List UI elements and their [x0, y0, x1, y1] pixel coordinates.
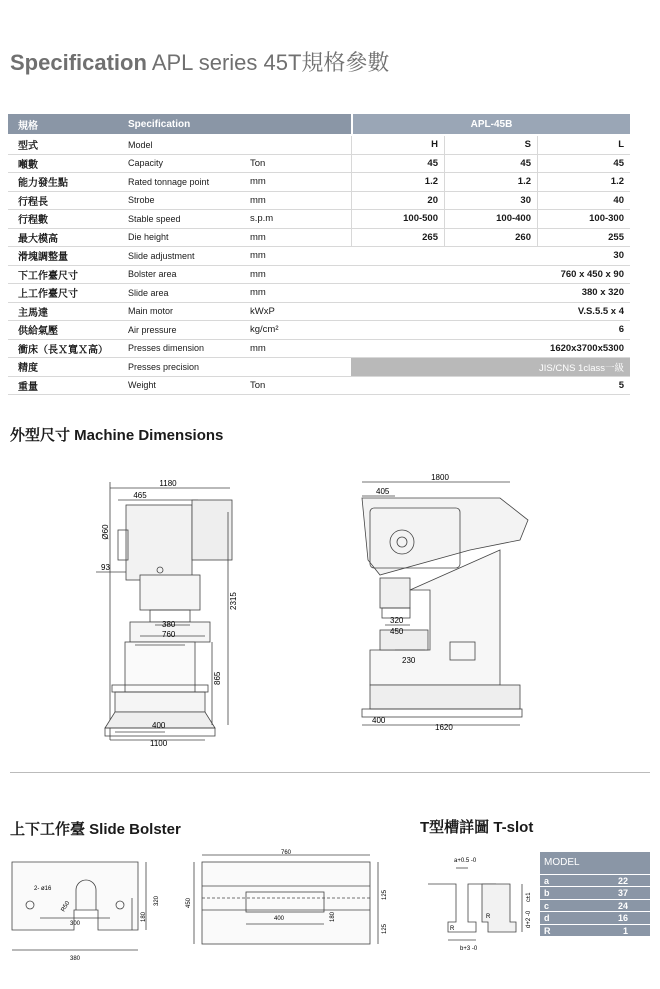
spec-label-zh: 主馬達: [18, 307, 48, 319]
tslot-model-table: [540, 852, 650, 936]
bolster-dim-125a: 125: [382, 889, 388, 900]
tslot-key: d: [544, 913, 550, 924]
bolster-dim-180: 180: [330, 911, 336, 922]
divider: [10, 772, 650, 773]
tslot-dim-r-left: R: [450, 926, 455, 932]
side-dim-405: 405: [376, 487, 390, 496]
spec-value: 260: [444, 229, 537, 247]
bolster-dim-450: 450: [186, 897, 192, 908]
spec-row: [8, 173, 630, 192]
front-dim-865: 865: [213, 671, 222, 685]
spec-label-en: Bolster area: [128, 269, 177, 280]
side-view-drawing: [0, 470, 660, 760]
spec-label-zh: 行程長: [18, 196, 48, 208]
tslot-dim-b: b+3 -0: [460, 946, 478, 952]
spec-table-header: [8, 114, 630, 134]
side-dim-320: 320: [390, 616, 404, 625]
section-machine-dimensions: 外型尺寸 Machine Dimensions: [10, 427, 224, 444]
side-dim-400: 400: [372, 716, 386, 725]
spec-label-en: Presses precision: [128, 361, 200, 372]
spec-unit: mm: [250, 342, 266, 354]
spec-row: [8, 321, 630, 340]
spec-value: 20: [351, 192, 444, 210]
spec-value: 255: [537, 229, 630, 247]
spec-row: [8, 210, 630, 229]
spec-label-zh: 下工作臺尺寸: [18, 270, 78, 282]
spec-label-zh: 型式: [18, 141, 38, 153]
tslot-row: [540, 924, 650, 936]
spec-value: S: [444, 136, 537, 154]
spec-header-model: APL-45B: [353, 114, 630, 134]
spec-label-zh: 最大模高: [18, 233, 58, 245]
spec-header-zh: 規格: [18, 120, 38, 132]
front-dim-1100: 1100: [150, 739, 168, 748]
spec-label-zh: 噸數: [18, 159, 38, 171]
spec-row: [8, 266, 630, 285]
slide-dim-300: 300: [70, 921, 81, 927]
spec-label-zh: 行程數: [18, 215, 48, 227]
bolster-drawing: [180, 850, 400, 980]
spec-value-span: 1620x3700x5300: [550, 342, 624, 354]
tslot-key: a: [544, 876, 550, 886]
front-dim-93: 93: [101, 563, 110, 572]
spec-unit: mm: [250, 194, 266, 206]
spec-header-en: Specification: [128, 118, 191, 130]
spec-row: [8, 377, 630, 396]
spec-row: [8, 247, 630, 266]
spec-value: 45: [351, 155, 444, 173]
spec-value: H: [351, 136, 444, 154]
spec-label-en: Slide area: [128, 287, 169, 298]
tslot-key: b: [544, 888, 550, 899]
side-dim-230: 230: [402, 656, 416, 665]
tslot-value: 16: [617, 913, 628, 924]
tslot-value: 22: [617, 876, 628, 886]
tslot-value: 24: [617, 900, 628, 911]
tslot-drawing: [420, 848, 540, 958]
title-rest: APL series 45T規格參數: [151, 50, 390, 75]
spec-value: 40: [537, 192, 630, 210]
spec-unit: kWxP: [250, 305, 275, 317]
slide-dim-r50: R50: [60, 900, 72, 913]
spec-value-span: V.S.5.5 x 4: [577, 305, 624, 317]
front-dim-380: 380: [162, 620, 176, 629]
spec-value: 100-500: [351, 210, 444, 228]
slide-dim-320: 320: [154, 895, 160, 906]
spec-label-zh: 能力發生點: [18, 178, 68, 190]
spec-value: 1.2: [537, 173, 630, 191]
spec-value: 1.2: [351, 173, 444, 191]
spec-row: [8, 358, 630, 377]
spec-value: 45: [537, 155, 630, 173]
spec-label-en: Model: [128, 139, 153, 150]
side-dim-1620: 1620: [435, 723, 453, 732]
tslot-key: c: [544, 900, 550, 911]
front-dim-760: 760: [162, 630, 176, 639]
spec-label-en: Presses dimension: [128, 343, 205, 354]
front-dim-d60: Ø60: [101, 524, 110, 540]
spec-row: [8, 284, 630, 303]
slide-dim-180: 180: [141, 911, 147, 922]
spec-value-span: 30: [613, 250, 624, 262]
bolster-dim-125b: 125: [382, 923, 388, 934]
spec-value: 100-300: [537, 210, 630, 228]
spec-row: [8, 303, 630, 322]
tslot-row: [540, 911, 650, 923]
spec-unit: mm: [250, 287, 266, 299]
spec-label-zh: 滑塊調整量: [18, 252, 68, 264]
side-dim-1800: 1800: [431, 473, 449, 482]
spec-label-en: Air pressure: [128, 324, 177, 335]
spec-value: 30: [444, 192, 537, 210]
spec-label-zh: 供給氣壓: [18, 326, 58, 338]
spec-unit: s.p.m: [250, 213, 274, 225]
spec-label-en: Slide adjustment: [128, 250, 195, 261]
section-tslot: T型槽詳圖 T-slot: [420, 819, 534, 836]
spec-row: [8, 192, 630, 211]
spec-value-span: 6: [618, 324, 624, 336]
spec-table: [8, 136, 630, 395]
front-dim-465: 465: [133, 491, 147, 500]
bolster-dim-400: 400: [274, 916, 285, 922]
slide-dim-holes: 2- ø16: [34, 886, 52, 892]
tslot-key: R: [544, 925, 551, 936]
tslot-row: [540, 886, 650, 898]
tslot-value: 1: [622, 925, 628, 936]
spec-label-en: Stable speed: [128, 213, 181, 224]
spec-row: [8, 155, 630, 174]
front-dim-2315: 2315: [229, 592, 238, 610]
tslot-row: [540, 899, 650, 911]
tslot-value: 37: [617, 888, 628, 899]
spec-value-span: 5: [618, 379, 624, 391]
spec-unit: mm: [250, 268, 266, 280]
spec-label-en: Die height: [128, 232, 169, 243]
spec-row: [8, 136, 630, 155]
spec-unit: mm: [250, 231, 266, 243]
spec-label-en: Weight: [128, 380, 156, 391]
spec-value: 100-400: [444, 210, 537, 228]
spec-label-en: Main motor: [128, 306, 174, 317]
tslot-row: [540, 874, 650, 886]
spec-value: L: [537, 136, 630, 154]
spec-value: 1.2: [444, 173, 537, 191]
spec-unit: mm: [250, 250, 266, 262]
spec-value: 45: [444, 155, 537, 173]
spec-label-en: Rated tonnage point: [128, 176, 210, 187]
tslot-dim-r-right: R: [486, 914, 491, 920]
section-slide-bolster: 上下工作臺 Slide Bolster: [10, 821, 181, 838]
spec-row: [8, 340, 630, 359]
spec-value: 265: [351, 229, 444, 247]
title-bold: Specification: [10, 50, 147, 75]
tslot-dim-c: c±1: [526, 892, 532, 902]
spec-label-en: Capacity: [128, 158, 164, 169]
spec-row: [8, 229, 630, 248]
spec-label-zh: 精度: [18, 363, 38, 375]
spec-unit: mm: [250, 176, 266, 188]
spec-unit: Ton: [250, 379, 266, 391]
spec-label-zh: 衝床（長Ｘ寬Ｘ高）: [18, 344, 108, 356]
spec-unit: Ton: [250, 157, 266, 169]
slide-dim-380: 380: [70, 956, 81, 962]
spec-unit: kg/cm²: [250, 324, 279, 336]
bolster-dim-760: 760: [280, 850, 292, 856]
spec-value-span: JIS/CNS 1class一級: [351, 358, 630, 376]
side-dim-450: 450: [390, 627, 404, 636]
spec-value-span: 760 x 450 x 90: [560, 268, 624, 280]
front-dim-1180: 1180: [159, 479, 177, 488]
spec-label-zh: 上工作臺尺寸: [18, 289, 78, 301]
spec-label-zh: 重量: [18, 381, 38, 393]
front-dim-400: 400: [152, 721, 166, 730]
spec-value-span: 380 x 320: [581, 287, 624, 299]
slide-plate-drawing: [0, 850, 200, 980]
tslot-dim-d: d+2 -0: [526, 910, 532, 928]
tslot-dim-a: a+0.5 -0: [454, 858, 477, 864]
spec-label-en: Strobe: [128, 195, 155, 206]
page-title: [10, 46, 389, 77]
tslot-table-header: MODEL: [540, 852, 650, 874]
